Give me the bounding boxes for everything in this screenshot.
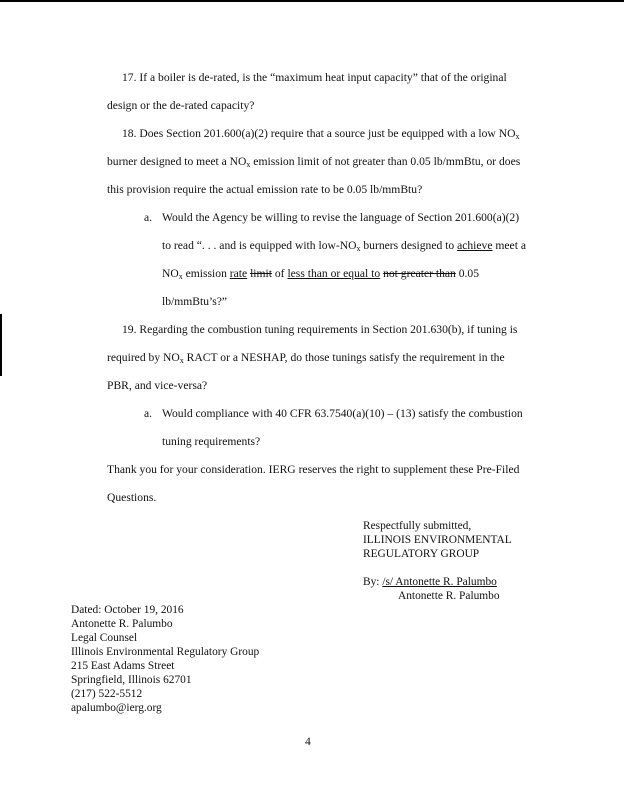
- q18a-marker: a.: [144, 211, 153, 224]
- q18a-line-2: [162, 239, 526, 253]
- top-border: [0, 0, 624, 2]
- margin-change-bar: [0, 314, 2, 376]
- page-number: 4: [305, 735, 311, 748]
- contact-title: Legal Counsel: [71, 632, 138, 644]
- contact-phone: (217) 522-5512: [71, 688, 143, 700]
- subscript-x: x: [356, 244, 361, 253]
- q19-text: required by NO: [107, 351, 180, 364]
- contact-organization: Illinois Environmental Regulatory Group: [71, 646, 260, 658]
- q18-line-3: this provision require the actual emission rate to be 0.05 lb/mmBtu?: [107, 183, 423, 196]
- q18a-text: to read “. . . and is equipped with low-NO: [162, 239, 357, 252]
- subscript-x: x: [179, 356, 184, 365]
- closing-line-1: Thank you for your consideration. IERG reserves the right to supplement these Pre-Filed: [107, 463, 520, 476]
- q18-text: burner designed to meet a NO: [107, 155, 247, 168]
- q18a-text: meet a: [492, 239, 526, 252]
- q19-line-3: PBR, and vice-versa?: [107, 379, 208, 392]
- q19-text: RACT or a NESHAP, do those tunings satisfy the requirement in the: [183, 351, 505, 364]
- q18a-line-1: Would the Agency be willing to revise the language of Section 201.600(a)(2): [162, 211, 520, 224]
- struck-deletion: not greater than: [383, 267, 456, 280]
- subscript-x: x: [515, 132, 520, 141]
- contact-name: Antonette R. Palumbo: [71, 618, 173, 630]
- q18a-text: of: [271, 267, 288, 280]
- underlined-insertion: less than or equal to: [287, 267, 381, 280]
- q19-line-2: [107, 351, 505, 365]
- q18a-text: 0.05: [455, 267, 480, 280]
- signatory-name: Antonette R. Palumbo: [398, 590, 500, 602]
- signature-salutation: Respectfully submitted,: [363, 520, 472, 532]
- underlined-insertion: rate: [229, 267, 248, 280]
- subscript-x: x: [178, 272, 183, 281]
- signature-org-line-1: ILLINOIS ENVIRONMENTAL: [363, 534, 512, 546]
- q19-line-1: 19. Regarding the combustion tuning requirements in Section 201.630(b), if tuning is: [122, 323, 518, 336]
- q18a-text: burners designed to: [360, 239, 458, 252]
- q18-text: emission limit of not greater than 0.05 lb/mmBtu, or does: [250, 155, 521, 168]
- closing-line-2: Questions.: [107, 491, 157, 504]
- contact-email: apalumbo@ierg.org: [71, 702, 162, 714]
- q19a-marker: a.: [144, 407, 153, 420]
- q18a-text: NO: [162, 267, 179, 280]
- q18-line-1: [122, 127, 519, 141]
- struck-deletion: limit: [250, 267, 272, 280]
- subscript-x: x: [246, 160, 251, 169]
- electronic-signature: /s/ Antonette R. Palumbo: [382, 576, 497, 588]
- q18-text: 18. Does Section 201.600(a)(2) require that a source just be equipped with a low NO: [122, 127, 516, 140]
- signature-by-line: [363, 575, 497, 589]
- q17-line-1: 17. If a boiler is de-rated, is the “maximum heat input capacity” that of the original: [122, 71, 507, 84]
- contact-city: Springfield, Illinois 62701: [71, 674, 192, 686]
- q19a-line-1: Would compliance with 40 CFR 63.7540(a)(10) – (13) satisfy the combustion: [162, 407, 523, 420]
- signature-org-line-2: REGULATORY GROUP: [363, 548, 480, 560]
- q18a-line-3: [162, 267, 479, 281]
- underlined-insertion: achieve: [457, 239, 493, 252]
- q19a-line-2: tuning requirements?: [162, 435, 261, 448]
- q18-line-2: [107, 155, 520, 169]
- q17-line-2: design or the de-rated capacity?: [107, 99, 255, 112]
- contact-street: 215 East Adams Street: [71, 660, 175, 672]
- dated-line: Dated: October 19, 2016: [71, 604, 184, 616]
- q18a-line-4: lb/mmBtu’s?”: [162, 295, 228, 308]
- q18a-text: emission: [182, 267, 230, 280]
- by-label: By:: [363, 576, 383, 588]
